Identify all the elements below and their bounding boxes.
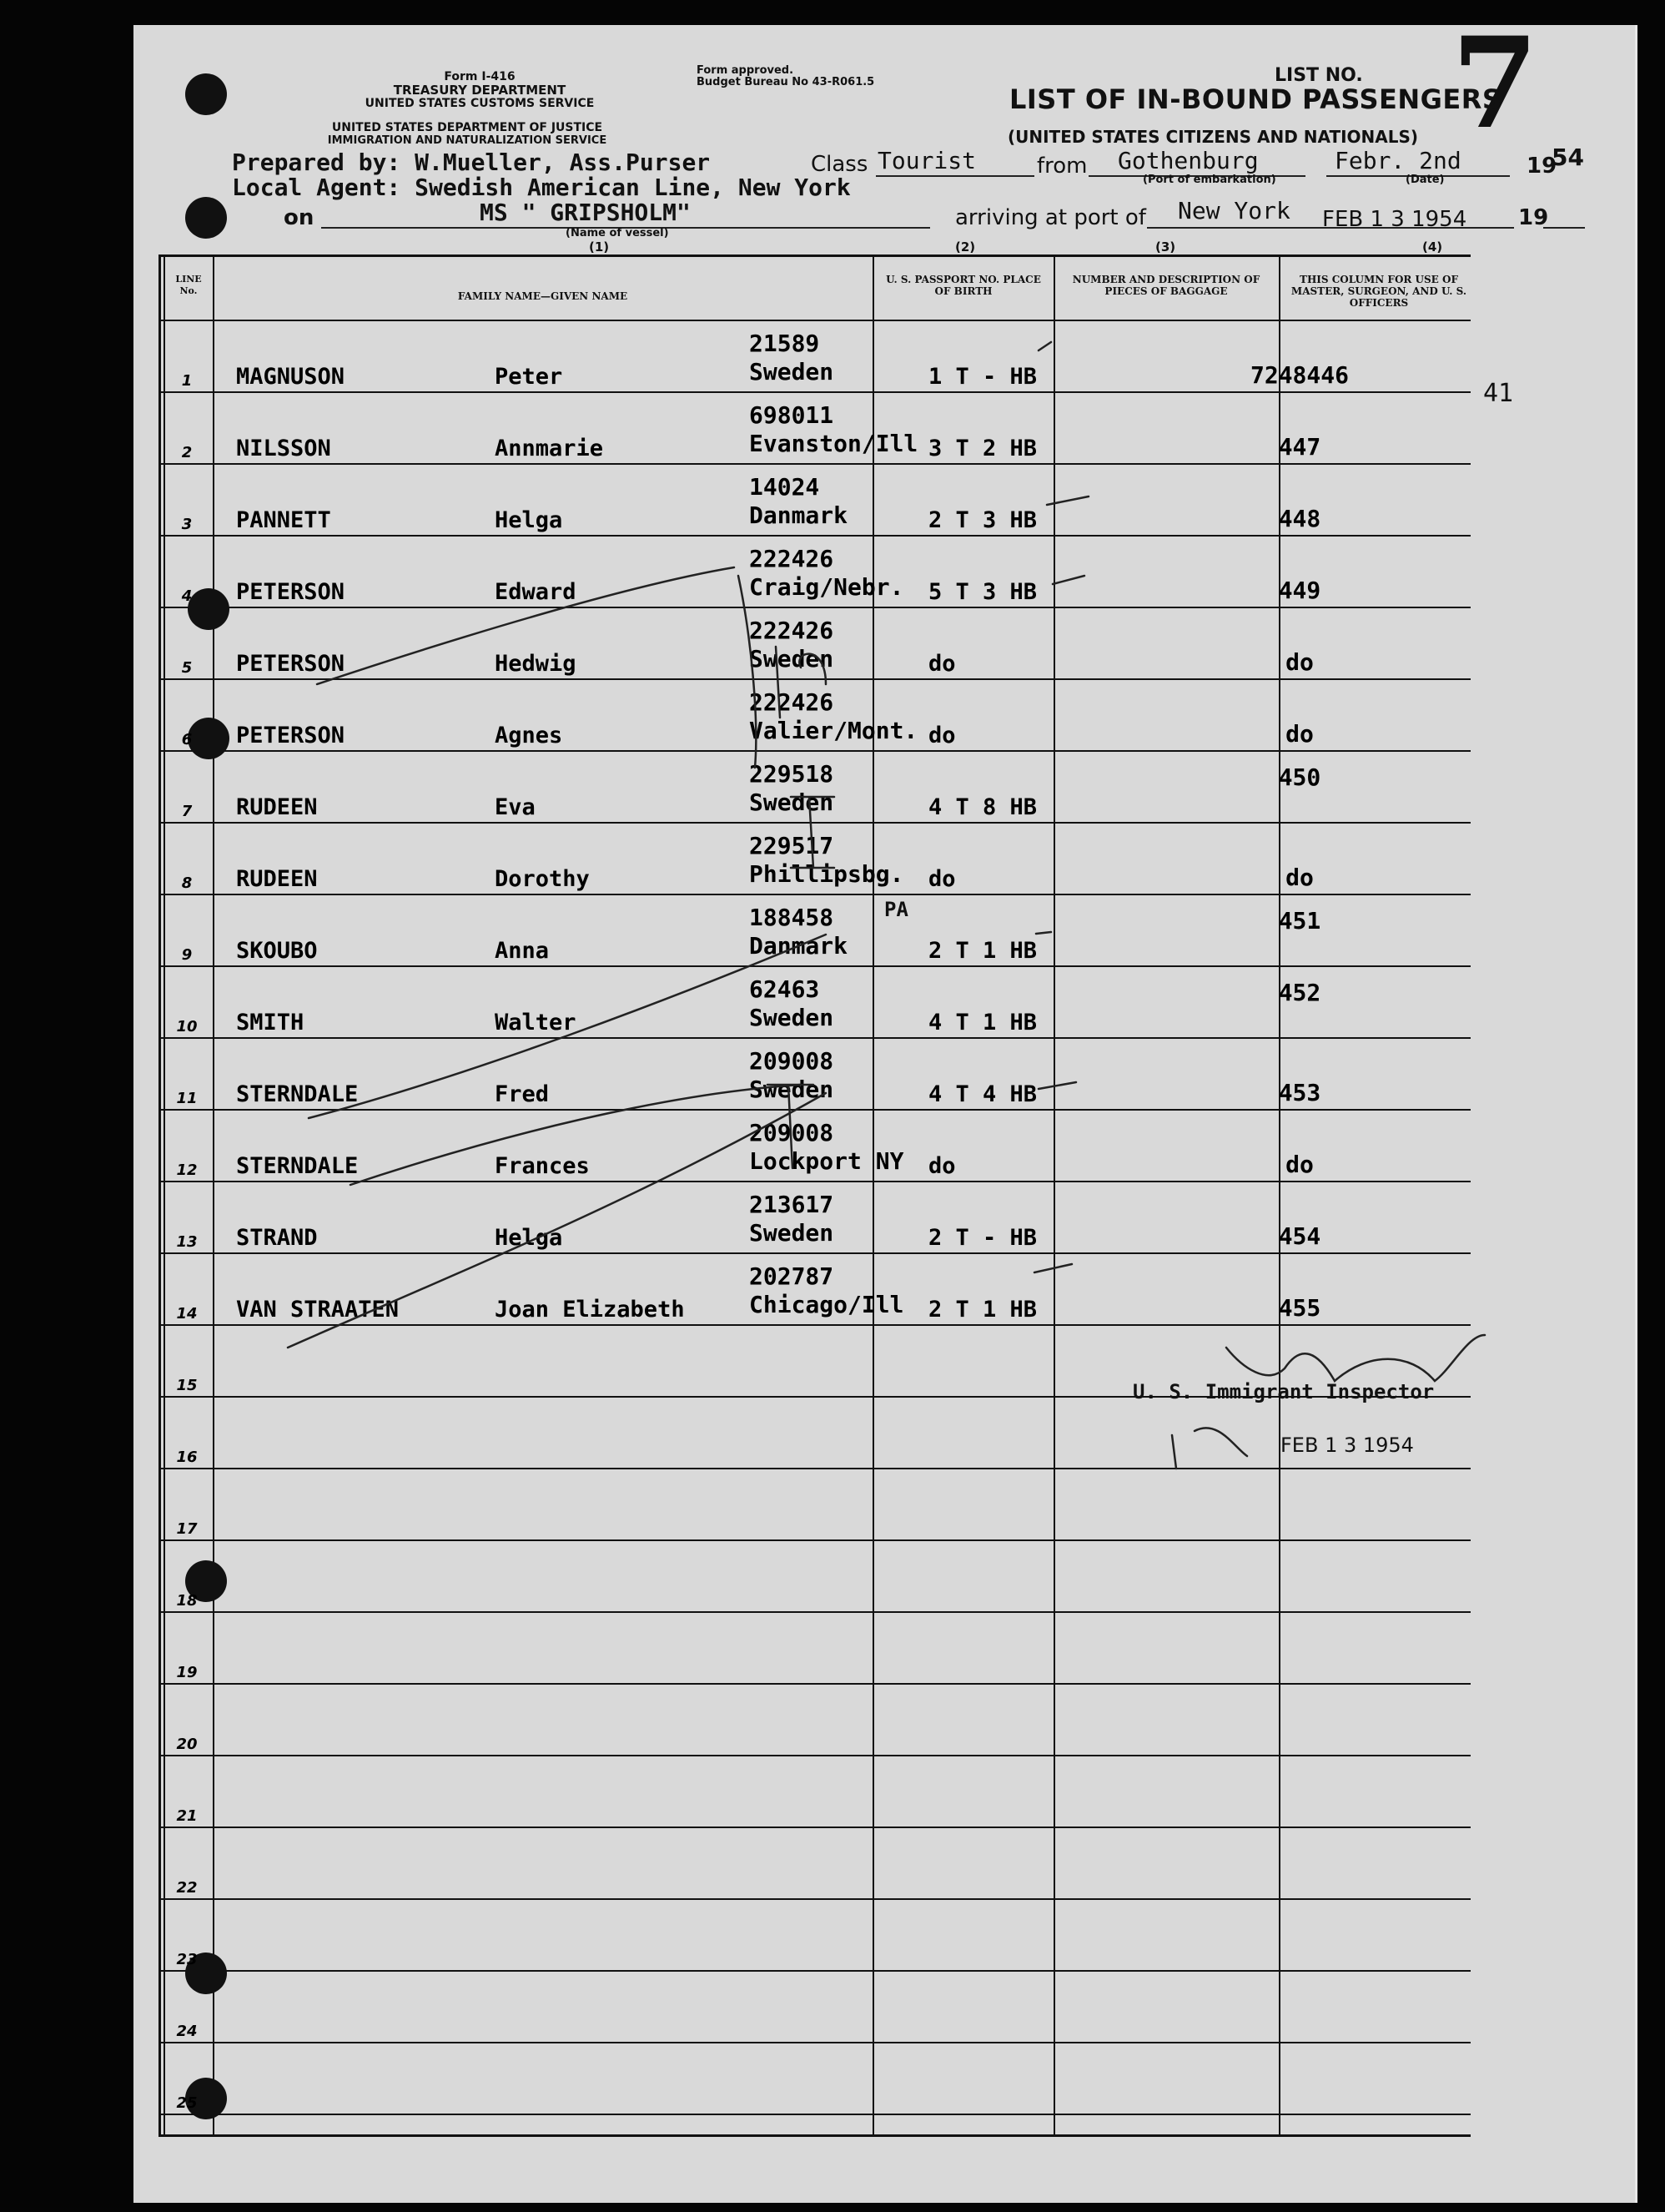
table-row xyxy=(161,822,1471,895)
office-use: 450 xyxy=(1278,763,1321,791)
baggage: 2 T 1 HB xyxy=(928,1297,1038,1323)
row8-pa: PA xyxy=(884,898,908,921)
form-block xyxy=(342,70,617,110)
passport-number: 222426 xyxy=(749,545,834,572)
passport-cell xyxy=(749,832,903,889)
passport-cell xyxy=(749,904,848,960)
class-underline xyxy=(876,175,1034,177)
table-row xyxy=(161,1683,1471,1756)
baggage: 4 T 1 HB xyxy=(928,1010,1038,1035)
line-number: 14 xyxy=(176,1305,198,1323)
passport-number: 21589 xyxy=(749,330,820,357)
passport-cell xyxy=(749,1262,903,1319)
line-number: 1 xyxy=(181,372,193,390)
line-number: 23 xyxy=(176,1951,198,1968)
line-number: 13 xyxy=(176,1233,198,1251)
line-number: 8 xyxy=(181,874,193,892)
place-of-birth: Sweden xyxy=(749,358,834,385)
vessel-name: MS " GRIPSHOLM" xyxy=(480,199,691,226)
given-name: Edward xyxy=(495,579,576,605)
port-caption: (Port of embarkation) xyxy=(1143,174,1276,186)
family-name: PETERSON xyxy=(236,579,345,605)
passport-number: 222426 xyxy=(749,688,834,716)
line-number: 20 xyxy=(176,1736,198,1753)
line-number: 19 xyxy=(176,1664,198,1681)
line-number: 7 xyxy=(181,803,193,820)
punch-hole xyxy=(185,73,227,115)
given-name: Dorothy xyxy=(495,866,590,892)
office-use: 454 xyxy=(1278,1222,1321,1250)
class-value: Tourist xyxy=(878,147,977,174)
line-number: 9 xyxy=(181,946,193,964)
line-number: 17 xyxy=(176,1520,198,1538)
year-prefix: 19 xyxy=(1527,154,1557,179)
line-number: 3 xyxy=(181,516,193,533)
given-name: Walter xyxy=(495,1010,576,1035)
passport-cell xyxy=(749,1191,833,1247)
passport-cell xyxy=(749,1119,903,1176)
line-number: 25 xyxy=(176,2094,198,2112)
table-row xyxy=(161,1755,1471,1828)
family-name: PANNETT xyxy=(236,507,331,533)
line-number: 5 xyxy=(181,659,193,677)
baggage: do xyxy=(928,866,956,892)
passport-number: 222426 xyxy=(749,617,834,644)
table-row xyxy=(161,1252,1471,1326)
given-name: Agnes xyxy=(495,723,563,748)
given-name: Helga xyxy=(495,1225,563,1251)
baggage: 2 T - HB xyxy=(928,1225,1038,1251)
arriving-label: arriving at port of xyxy=(955,205,1146,230)
baggage: do xyxy=(928,651,956,677)
office-use: 447 xyxy=(1278,433,1321,461)
line-number: 2 xyxy=(181,444,193,461)
given-name: Hedwig xyxy=(495,651,576,677)
office-use: 452 xyxy=(1278,979,1321,1006)
on-label: on xyxy=(284,205,314,230)
header-line-no: LINE No. xyxy=(175,274,202,296)
office-use: do xyxy=(1285,1151,1314,1178)
line-number: 10 xyxy=(176,1018,198,1035)
prepared-by: Prepared by: W.Mueller, Ass.Purser xyxy=(232,149,711,176)
office-use: 455 xyxy=(1278,1294,1321,1322)
table-row xyxy=(161,1539,1471,1613)
line-number: 12 xyxy=(176,1161,198,1179)
table-row xyxy=(161,1181,1471,1254)
passport-number: 209008 xyxy=(749,1047,834,1075)
form-approved-line: Form approved. xyxy=(697,64,794,77)
line-number: 21 xyxy=(176,1807,198,1825)
place-of-birth: Evanston/Ill xyxy=(749,430,918,457)
justice-block xyxy=(284,121,651,148)
table-row xyxy=(161,1396,1471,1469)
inspector-stamp: FEB 1 3 1954 xyxy=(1280,1434,1414,1457)
office-use: do xyxy=(1285,720,1314,748)
line-number: 18 xyxy=(176,1592,198,1610)
line-number: 11 xyxy=(176,1090,198,1107)
col-num-3: (3) xyxy=(1155,239,1176,254)
office-use: do xyxy=(1285,864,1314,891)
form-approved xyxy=(697,65,874,88)
passenger-table xyxy=(158,254,1471,2137)
family-name: RUDEEN xyxy=(236,866,318,892)
table-row xyxy=(161,1898,1471,1972)
family-name: NILSSON xyxy=(236,436,331,461)
office-use: do xyxy=(1285,648,1314,676)
form-number: Form I-416 xyxy=(444,70,516,83)
class-label: Class xyxy=(811,152,868,177)
ins-name: IMMIGRATION AND NATURALIZATION SERVICE xyxy=(327,134,607,147)
given-name: Frances xyxy=(495,1153,590,1179)
family-name: PETERSON xyxy=(236,723,345,748)
date-caption: (Date) xyxy=(1406,174,1445,186)
header-baggage: NUMBER AND DESCRIPTION OF PIECES OF BAGGAGE xyxy=(1072,274,1260,297)
place-of-birth: Sweden xyxy=(749,789,834,816)
punch-hole xyxy=(185,197,227,239)
family-name: PETERSON xyxy=(236,651,345,677)
passport-cell xyxy=(749,401,918,458)
office-use: 453 xyxy=(1278,1079,1321,1106)
header-name: FAMILY NAME—GIVEN NAME xyxy=(457,290,628,302)
given-name: Eva xyxy=(495,794,536,820)
passport-number: 188458 xyxy=(749,904,834,931)
department-name: TREASURY DEPARTMENT xyxy=(393,83,566,98)
list-no-value: 7 xyxy=(1451,10,1539,157)
passport-cell xyxy=(749,617,833,673)
service-name: UNITED STATES CUSTOMS SERVICE xyxy=(365,97,595,110)
place-of-birth: Sweden xyxy=(749,1219,834,1247)
arrival-stamp: FEB 1 3 1954 xyxy=(1322,207,1467,232)
page-subtitle: (UNITED STATES CITIZENS AND NATIONALS) xyxy=(1008,127,1419,147)
baggage: do xyxy=(928,723,956,748)
passport-cell xyxy=(749,473,848,530)
given-name: Anna xyxy=(495,938,550,964)
justice-dept: UNITED STATES DEPARTMENT OF JUSTICE xyxy=(331,121,603,134)
passport-cell xyxy=(749,330,833,386)
place-of-birth: Lockport NY xyxy=(749,1147,904,1175)
line-number: 16 xyxy=(176,1449,198,1466)
from-label: from xyxy=(1037,154,1088,179)
list-date: Febr. 2nd xyxy=(1335,147,1461,174)
from-value: Gothenburg xyxy=(1118,147,1259,174)
place-of-birth: Valier/Mont. xyxy=(749,717,918,744)
line-number: 22 xyxy=(176,1879,198,1897)
table-row xyxy=(161,678,1471,752)
place-of-birth: Sweden xyxy=(749,645,834,673)
place-of-birth: Danmark xyxy=(749,932,848,960)
table-bottom-rule xyxy=(161,2114,1471,2115)
family-name: VAN STRAATEN xyxy=(236,1297,400,1323)
passport-cell xyxy=(749,975,833,1032)
vessel-caption: (Name of vessel) xyxy=(566,227,669,239)
office-use: 7248446 xyxy=(1250,361,1349,389)
passport-number: 213617 xyxy=(749,1191,834,1218)
budget-bureau-line: Budget Bureau No 43-R061.5 xyxy=(697,76,875,88)
place-of-birth: Danmark xyxy=(749,501,848,529)
passport-number: 202787 xyxy=(749,1262,834,1290)
table-row xyxy=(161,1109,1471,1182)
given-name: Helga xyxy=(495,507,563,533)
place-of-birth: Craig/Nebr. xyxy=(749,573,904,601)
header-passport: U. S. PASSPORT NO. PLACE OF BIRTH xyxy=(886,274,1041,297)
line-number: 15 xyxy=(176,1377,198,1394)
baggage: 2 T 3 HB xyxy=(928,507,1038,533)
table-row xyxy=(161,1037,1471,1111)
place-of-birth: Sweden xyxy=(749,1076,834,1103)
passport-cell xyxy=(749,545,903,602)
table-row xyxy=(161,2042,1471,2115)
header-office: THIS COLUMN FOR USE OF MASTER, SURGEON, AND U. S. OFFICERS xyxy=(1290,274,1467,309)
table-row xyxy=(161,750,1471,824)
inspector-label: U. S. Immigrant Inspector xyxy=(1133,1380,1435,1403)
baggage: 4 T 4 HB xyxy=(928,1081,1038,1107)
passport-cell xyxy=(749,760,833,817)
office-use: 448 xyxy=(1278,505,1321,532)
line-number: 4 xyxy=(181,587,193,605)
family-name: STERNDALE xyxy=(236,1153,359,1179)
table-row xyxy=(161,1827,1471,1900)
baggage: 2 T 1 HB xyxy=(928,938,1038,964)
row1-side-number: 41 xyxy=(1483,379,1514,408)
table-row xyxy=(161,463,1471,537)
given-name: Fred xyxy=(495,1081,550,1107)
family-name: STRAND xyxy=(236,1225,318,1251)
table-row xyxy=(161,894,1471,967)
office-use: 451 xyxy=(1278,907,1321,935)
given-name: Annmarie xyxy=(495,436,604,461)
passport-cell xyxy=(749,1047,833,1104)
line-number: 6 xyxy=(181,731,193,748)
table-row xyxy=(161,391,1471,465)
baggage: 3 T 2 HB xyxy=(928,436,1038,461)
place-of-birth: Phillipsbg. xyxy=(749,860,904,888)
passport-number: 14024 xyxy=(749,473,820,501)
arrival-year-prefix: 19 xyxy=(1518,205,1549,230)
year-suffix: 54 xyxy=(1552,144,1584,171)
col-num-2: (2) xyxy=(955,239,976,254)
passport-number: 698011 xyxy=(749,401,834,429)
passport-number: 229518 xyxy=(749,760,834,788)
local-agent: Local Agent: Swedish American Line, New York xyxy=(232,174,851,201)
arrival-port: New York xyxy=(1178,197,1290,224)
family-name: STERNDALE xyxy=(236,1081,359,1107)
list-no-label: LIST NO. xyxy=(1275,65,1363,86)
passport-number: 209008 xyxy=(749,1119,834,1146)
passport-number: 62463 xyxy=(749,975,820,1003)
table-row xyxy=(161,1611,1471,1685)
table-row xyxy=(161,535,1471,608)
family-name: SMITH xyxy=(236,1010,304,1035)
arrival-year-underline xyxy=(1543,227,1585,229)
passport-number: 229517 xyxy=(749,832,834,859)
place-of-birth: Chicago/Ill xyxy=(749,1291,904,1318)
family-name: RUDEEN xyxy=(236,794,318,820)
baggage: 1 T - HB xyxy=(928,364,1038,390)
col-num-1: (1) xyxy=(589,239,610,254)
baggage: 4 T 8 HB xyxy=(928,794,1038,820)
line-number: 24 xyxy=(176,2023,198,2040)
family-name: SKOUBO xyxy=(236,938,318,964)
table-row xyxy=(161,1970,1471,2043)
page-title: LIST OF IN-BOUND PASSENGERS xyxy=(1009,83,1502,115)
family-name: MAGNUSON xyxy=(236,364,345,390)
baggage: 5 T 3 HB xyxy=(928,579,1038,605)
given-name: Peter xyxy=(495,364,563,390)
table-row xyxy=(161,607,1471,680)
passport-cell xyxy=(749,688,918,745)
table-row xyxy=(161,1468,1471,1541)
office-use: 449 xyxy=(1278,577,1321,604)
given-name: Joan Elizabeth xyxy=(495,1297,685,1323)
table-row xyxy=(161,320,1471,393)
table-row xyxy=(161,965,1471,1039)
baggage: do xyxy=(928,1153,956,1179)
col-num-4: (4) xyxy=(1422,239,1443,254)
place-of-birth: Sweden xyxy=(749,1004,834,1031)
